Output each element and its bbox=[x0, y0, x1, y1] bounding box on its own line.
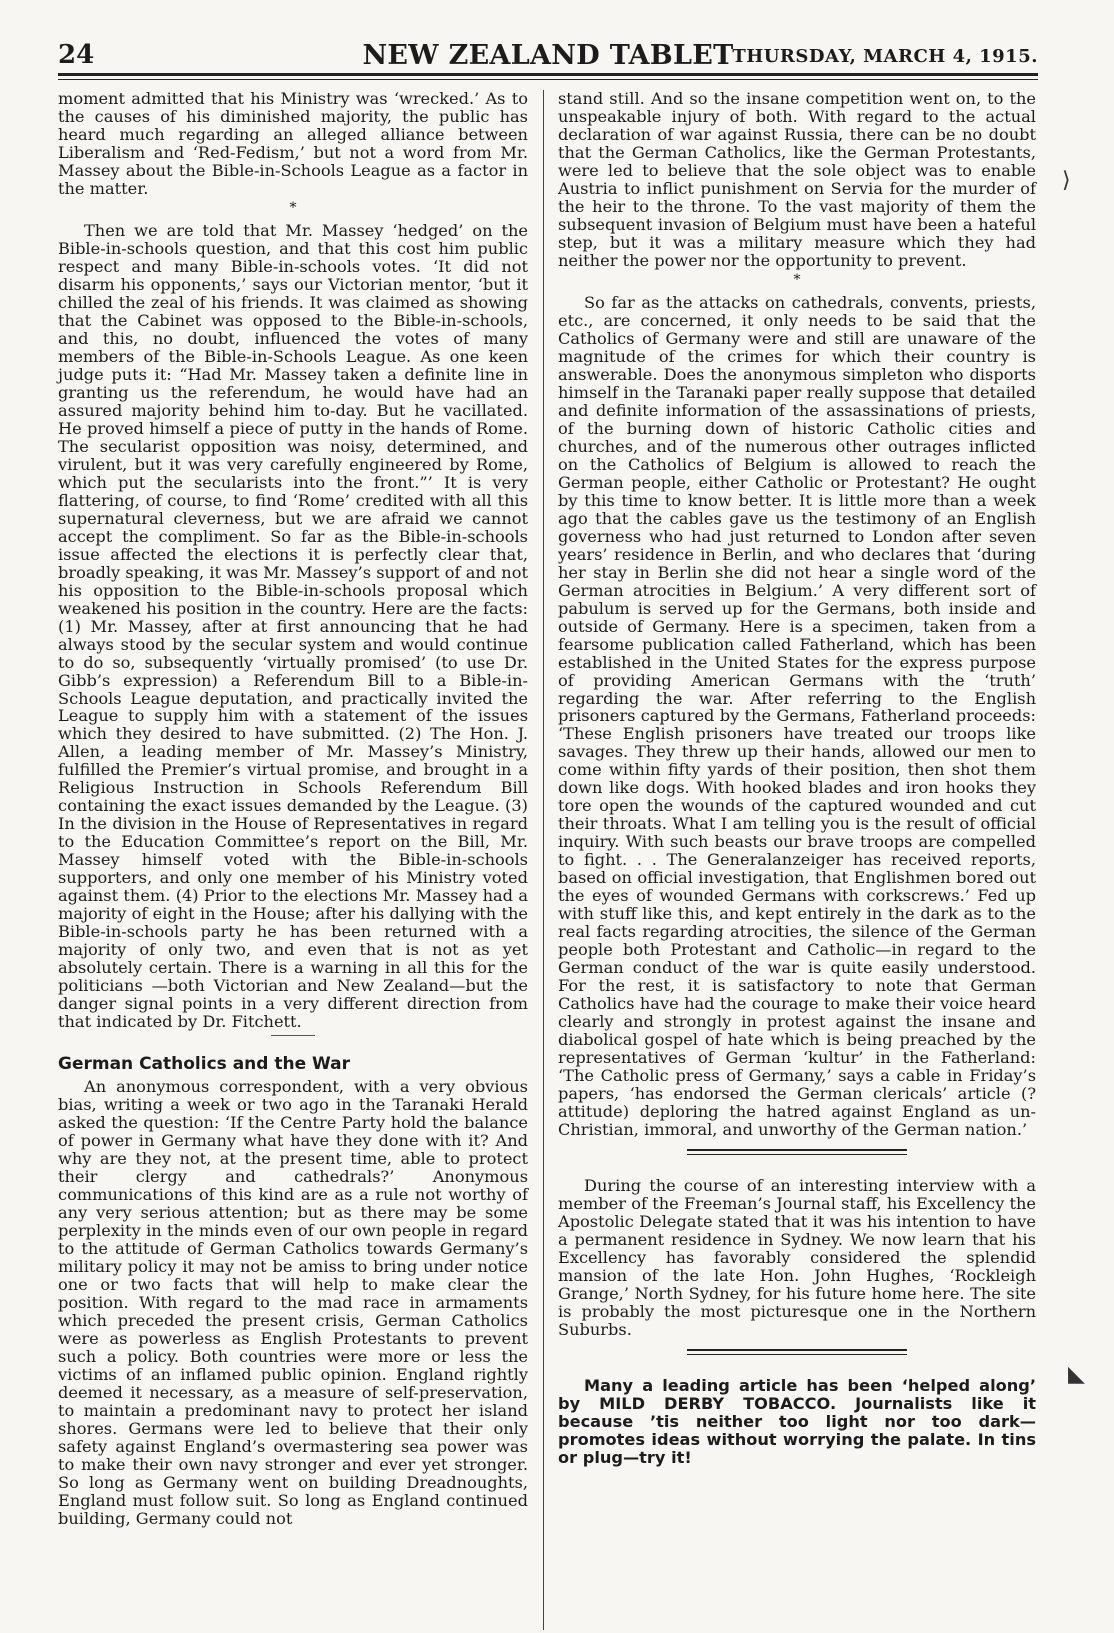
article-paragraph: An anonymous correspondent, with a very obvious bias, writing a week or two ago in the Taranaki Herald asked the question: ‘If the Centre Party hold the balance of power in Germany what have they done with it? And why are they not, at the present time, able to protect their clergy and cathedrals?’ Anonymous communications of this kind are as a rule not worthy of any very serious attention; but as there may be some perplexity in the minds even of our own people in regard to the attitude of German Catholics towards Germany’s military policy it may not be amiss to bring under notice one or two facts that will help to make clear the position. With regard to the mad race in armaments which preceded the present crisis, German Catholics were as powerless as English Protestants to prevent such a policy. Both countries were more or less the victims of an inflamed public opinion. England rightly deemed it necessary, as a measure of self-preservation, to maintain a predominant navy to protect her island shores. Germans were led to believe that their only safety against England’s overmastering sea power was to make their own navy stronger and ever yet stronger. So long as Germany went on building Dreadnoughts, England must follow suit. So long as England continued building, Germany could not bbox=[58, 1077, 528, 1528]
issue-date: THURSDAY, MARCH 4, 1915. bbox=[732, 46, 1038, 67]
paper-title: NEW ZEALAND TABLET bbox=[362, 40, 734, 71]
section-star: * bbox=[793, 271, 801, 288]
column-divider bbox=[543, 90, 544, 1630]
ornamental-divider bbox=[687, 1349, 907, 1355]
header-rule-thin bbox=[58, 79, 1038, 80]
article-paragraph: During the course of an interesting interview with a member of the Freeman’s Journal staff, his Excellency the Apostolic Delegate stated that it was his intention to have a permanent residence in Sydney. We now learn that his Excellency has favorably considered the splendid mansion of the late Hon. John Hughes, ‘Rockleigh Grange,’ North Sydney, for his future home here. The site is probably the most picturesque one in the Northern Suburbs. bbox=[558, 1176, 1036, 1339]
section-heading: German Catholics and the War bbox=[58, 1054, 351, 1075]
ornamental-divider bbox=[687, 1149, 907, 1155]
section-star: * bbox=[289, 199, 297, 216]
right-column bbox=[558, 90, 1036, 1467]
masthead bbox=[58, 40, 1038, 70]
article-paragraph: So far as the attacks on cathedrals, convents, priests, etc., are concerned, it only needs to be said that the Catholics of Germany were and still are unaware of the magnitude of the crimes for which their country is answerable. Does the anonymous simpleton who disports himself in the Taranaki paper really suppose that detailed and definite information of the assassinations of priests, of the burning down of historic Catholic cities and churches, and of the numerous other outrages inflicted on the Catholics of Belgium is allowed to reach the German people, either Catholic or Protestant? He ought by this time to know better. It is little more than a week ago that the cables gave us the testimony of an English governess who had just returned to London after seven years’ residence in Berlin, and who declares that ‘during her stay in Berlin she did not hear a single word of the German atrocities in Belgium.’ A very different sort of pabulum is served up for the Germans, both inside and outside of Germany. Here is a specimen, taken from a fearsome publication called Fatherland, which has been established in the United States for the express purpose of providing American Germans with the ‘truth’ regarding the war. After referring to the English prisoners captured by the Germans, Fatherland proceeds: ‘These English prisoners have treated our troops like savages. They threw up their hands, allowed our men to come within fifty yards of their position, then shot them down like dogs. With hooked blades and iron hooks they tore open the wounds of the captured wounded and cut their throats. What I am telling you is the result of official inquiry. With such beasts our brave troops are compelled to fight. . . The Generalanzeiger has received reports, based on official investigation, that Englishmen bored out the eyes of wounded Germans with corkscrews.’ Fed up with stuff like this, and kept entirely in the dark as to the real facts regarding atrocities, the silence of the German people both Protestant and Catholic—in regard to the German conduct of the war is quite easily understood. For the rest, it is satisfactory to note that German Catholics have had the courage to make their voice heard clearly and strongly in protest against the insane and diabolical gospel of hate which is being preached by the representatives of German ‘kultur’ in the Fatherland: ‘The Catholic press of Germany,’ says a cable in Friday’s papers, ‘has endorsed the German clericals’ article (? attitude) deploring the hatred against England as un-Christian, immoral, and unworthy of the German nation.’ bbox=[558, 292, 1036, 1140]
tobacco-advertisement: Many a leading article has been ‘helped along’ by MILD DERBY TOBACCO. Journalists like it because ’tis neither too light nor too dark—promotes ideas without worrying the palate. In tins or plug—try it! bbox=[558, 1375, 1036, 1467]
article-paragraph: stand still. And so the insane competition went on, to the unspeakable injury of both. With regard to the actual declaration of war against Russia, there can be no doubt that the German Catholics, like the German Protestants, were led to believe that the sole object was to enable Austria to inflict punishment on Servia for the murder of the heir to the throne. To the vast majority of them the subsequent invasion of Belgium must have been a hateful step, but it was a military measure which they had neither the power nor the opportunity to prevent. bbox=[558, 89, 1036, 270]
header-rule bbox=[58, 73, 1038, 76]
article-paragraph: moment admitted that his Ministry was ‘wrecked.’ As to the causes of his diminished majority, the public has heard much regarding an alleged alliance between Liberalism and ‘Red-Fedism,’ but not a word from Mr. Massey about the Bible-in-Schools League as a factor in the matter. bbox=[58, 89, 528, 198]
page-number: 24 bbox=[58, 40, 95, 70]
margin-mark-icon: ◣ bbox=[1068, 1362, 1085, 1387]
end-rule bbox=[271, 1035, 315, 1036]
article-paragraph: Then we are told that Mr. Massey ‘hedged’ on the Bible-in-schools question, and that this cost him public respect and many Bible-in-schools votes. ‘It did not disarm his opponents,’ says our Victorian mentor, ‘but it chilled the zeal of his friends. It was claimed as showing that the Cabinet was opposed to the Bible-in-schools, and this, no doubt, influenced the votes of many members of the Bible-in-Schools League. As one keen judge puts it: “Had Mr. Massey taken a definite line in granting us the referendum, he would have had an assured majority behind him to-day. But he vacillated. He proved himself a piece of putty in the hands of Rome. The secularist opposition was noisy, determined, and virulent, but it was very carefully engineered by Rome, which put the secularists into the front.”’ It is very flattering, of course, to find ‘Rome’ credited with all this supernatural cleverness, but we are afraid we cannot accept the compliment. So far as the Bible-in-schools issue affected the elections it is perfectly clear that, broadly speaking, it was Mr. Massey’s support of and not his opposition to the Bible-in-schools proposal which weakened his position in the country. Here are the facts: (1) Mr. Massey, after at first announcing that he had always stood by the secular system and would continue to do so, subsequently ‘virtually promised’ (to use Dr. Gibb’s expression) a Referendum Bill to a Bible-in-Schools League deputation, and practically invited the League to supply him with a statement of the issues which they desired to have submitted. (2) The Hon. J. Allen, a leading member of Mr. Massey’s Ministry, fulfilled the Premier’s virtual promise, and brought in a Religious Instruction in Schools Referendum Bill containing the exact issues demanded by the League. (3) In the division in the House of Representatives in regard to the Education Committee’s report on the Bill, Mr. Massey himself voted with the Bible-in-schools supporters, and only one member of his Ministry voted against them. (4) Prior to the elections Mr. Massey had a majority of eight in the House; after his dallying with the Bible-in-schools party he has been returned with a majority of only two, and even that is not as yet absolutely certain. There is a warning in all this for the politicians —both Victorian and New Zealand—but the danger signal points in a very different direction from that indicated by Dr. Fitchett. bbox=[58, 220, 528, 1032]
left-column bbox=[58, 90, 528, 1528]
margin-mark-icon: ⟩ bbox=[1062, 168, 1071, 193]
